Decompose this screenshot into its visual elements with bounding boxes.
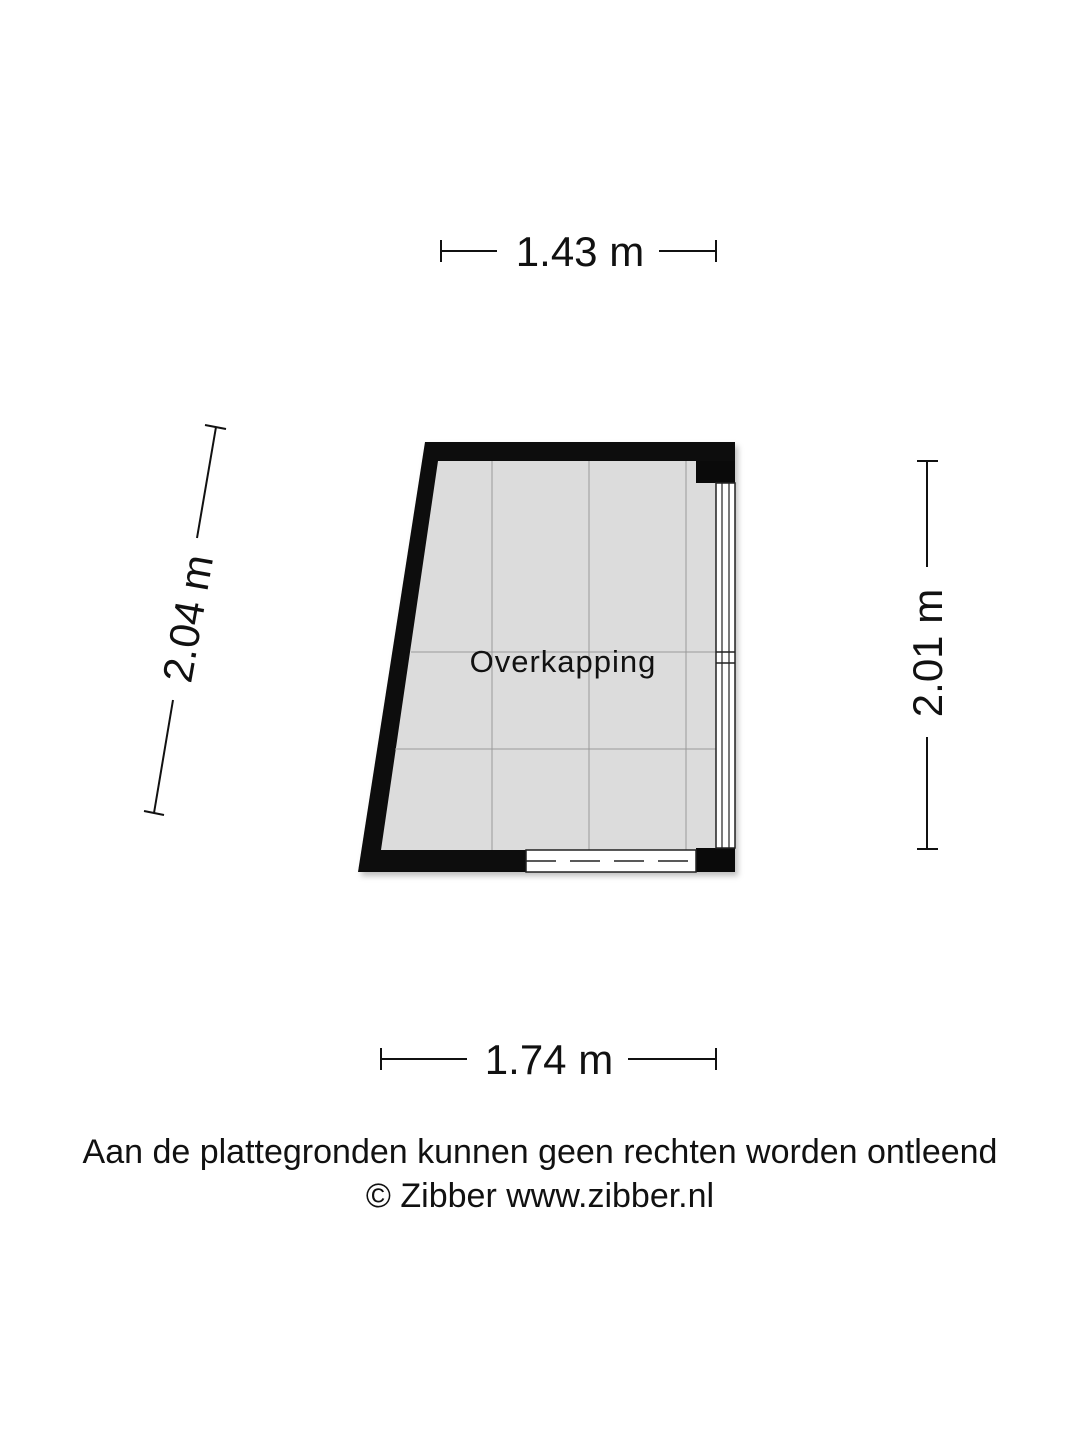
dimension-top-label: 1.43 m: [515, 228, 645, 275]
dimension-left-label: 2.04 m: [153, 551, 223, 686]
right-window: [716, 483, 735, 848]
dimension-bottom-label: 1.74 m: [484, 1036, 614, 1083]
corner-column-bottom: [696, 848, 735, 872]
disclaimer-text: Aan de plattegronden kunnen geen rechten worden ontleend: [82, 1133, 998, 1171]
corner-column-top: [696, 461, 735, 483]
copyright-text: © Zibber www.zibber.nl: [365, 1177, 715, 1215]
dimension-right-label: 2.01 m: [904, 588, 951, 718]
bottom-opening: [526, 850, 696, 872]
room-label: Overkapping: [469, 644, 657, 679]
